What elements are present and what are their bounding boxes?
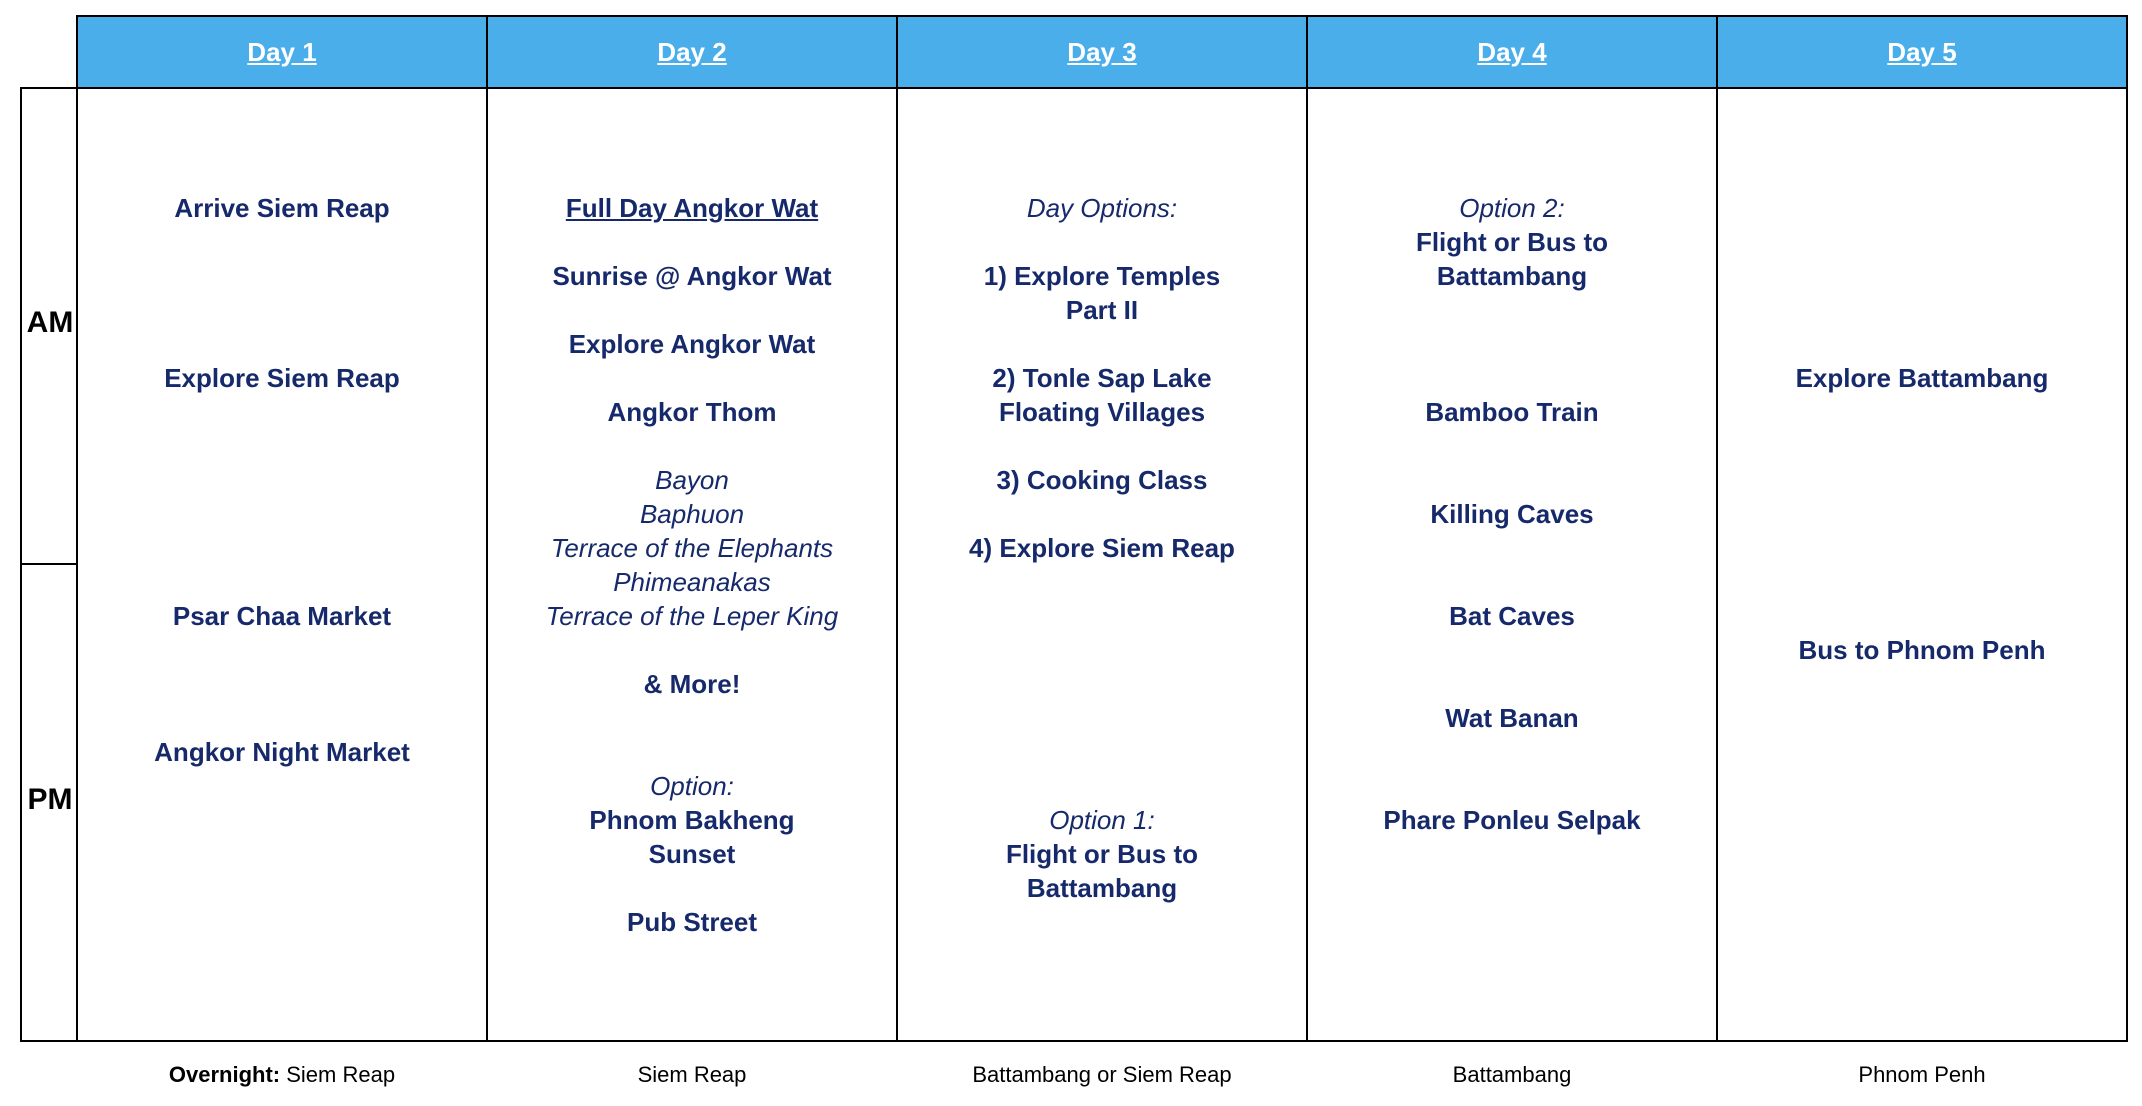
killing-caves: Killing Caves xyxy=(1430,499,1594,529)
flight-or-bus-to: Flight or Bus to xyxy=(1005,839,1199,869)
day-2-column xyxy=(487,88,897,1043)
phimeanakas: Phimeanakas xyxy=(613,567,771,597)
day-5-column xyxy=(1717,88,2127,1043)
table-top-border xyxy=(76,15,2128,17)
overnight-day-1-value: Siem Reap xyxy=(286,1062,396,1087)
terrace-of-the-elephants: Terrace of the Elephants xyxy=(550,533,834,563)
day-1-header xyxy=(77,16,487,88)
am-pm-divider xyxy=(20,563,78,565)
explore-battambang: Explore Battambang xyxy=(1795,363,2049,393)
day-4-header-label[interactable]: Day 4 xyxy=(1477,36,1547,67)
day-2-header xyxy=(487,16,897,88)
day-options-label: Day Options: xyxy=(1026,193,1178,223)
day-1-column xyxy=(77,88,487,1043)
sunset: Sunset xyxy=(648,839,736,869)
explore-siem-reap: Explore Siem Reap xyxy=(164,363,400,393)
day-3-column xyxy=(897,88,1307,1043)
angkor-thom: Angkor Thom xyxy=(607,397,777,427)
and-more: & More! xyxy=(643,669,741,699)
battambang: Battambang xyxy=(1436,261,1588,291)
option-label: Option: xyxy=(650,771,734,801)
pub-street: Pub Street xyxy=(626,907,758,937)
option-2-label: Option 2: xyxy=(1459,193,1565,223)
phare-ponleu-selpak: Phare Ponleu Selpak xyxy=(1383,805,1641,835)
day-5-header-label[interactable]: Day 5 xyxy=(1887,36,1957,67)
terrace-of-the-leper-king: Terrace of the Leper King xyxy=(545,601,839,631)
option-2-floating-villages: Floating Villages xyxy=(998,397,1206,427)
angkor-night-market: Angkor Night Market xyxy=(154,737,410,767)
option-1-explore-temples: 1) Explore Temples xyxy=(983,261,1221,291)
day-1-header-label[interactable]: Day 1 xyxy=(247,36,317,67)
psar-chaa-market: Psar Chaa Market xyxy=(172,601,392,631)
sunrise-angkor-wat: Sunrise @ Angkor Wat xyxy=(552,261,832,291)
overnight-label: Overnight: xyxy=(168,1062,281,1087)
wat-banan: Wat Banan xyxy=(1445,703,1579,733)
pm-label: PM xyxy=(27,783,73,816)
left-border xyxy=(20,87,22,1042)
day-3-header-label[interactable]: Day 3 xyxy=(1067,36,1137,67)
flight-or-bus-to: Flight or Bus to xyxy=(1415,227,1609,257)
overnight-day-4: Battambang xyxy=(1452,1062,1572,1087)
option-2-tonle-sap: 2) Tonle Sap Lake xyxy=(992,363,1212,393)
bus-to-phnom-penh: Bus to Phnom Penh xyxy=(1798,635,2046,665)
option-1-part-ii: Part II xyxy=(1065,295,1139,325)
battambang: Battambang xyxy=(1026,873,1178,903)
bamboo-train: Bamboo Train xyxy=(1425,397,1599,427)
option-3-cooking-class: 3) Cooking Class xyxy=(996,465,1208,495)
full-day-angkor-wat: Full Day Angkor Wat xyxy=(565,193,819,223)
overnight-day-2: Siem Reap xyxy=(637,1062,747,1087)
bat-caves: Bat Caves xyxy=(1449,601,1575,631)
phnom-bakheng: Phnom Bakheng xyxy=(589,805,795,835)
overnight-day-3: Battambang or Siem Reap xyxy=(972,1062,1232,1087)
option-4-explore-siem-reap: 4) Explore Siem Reap xyxy=(969,533,1235,563)
day-5-header xyxy=(1717,16,2127,88)
option-1-label: Option 1: xyxy=(1049,805,1155,835)
day-4-header xyxy=(1307,16,1717,88)
bayon: Bayon xyxy=(655,465,729,495)
explore-angkor-wat: Explore Angkor Wat xyxy=(568,329,816,359)
overnight-day-5: Phnom Penh xyxy=(1858,1062,1986,1087)
overnight-day-1 xyxy=(77,1062,487,1088)
baphuon: Baphuon xyxy=(639,499,745,529)
am-label: AM xyxy=(26,306,74,339)
day-2-header-label[interactable]: Day 2 xyxy=(657,36,727,67)
day-4-column xyxy=(1307,88,1717,1043)
day-3-header xyxy=(897,16,1307,88)
arrive-siem-reap: Arrive Siem Reap xyxy=(174,193,390,223)
